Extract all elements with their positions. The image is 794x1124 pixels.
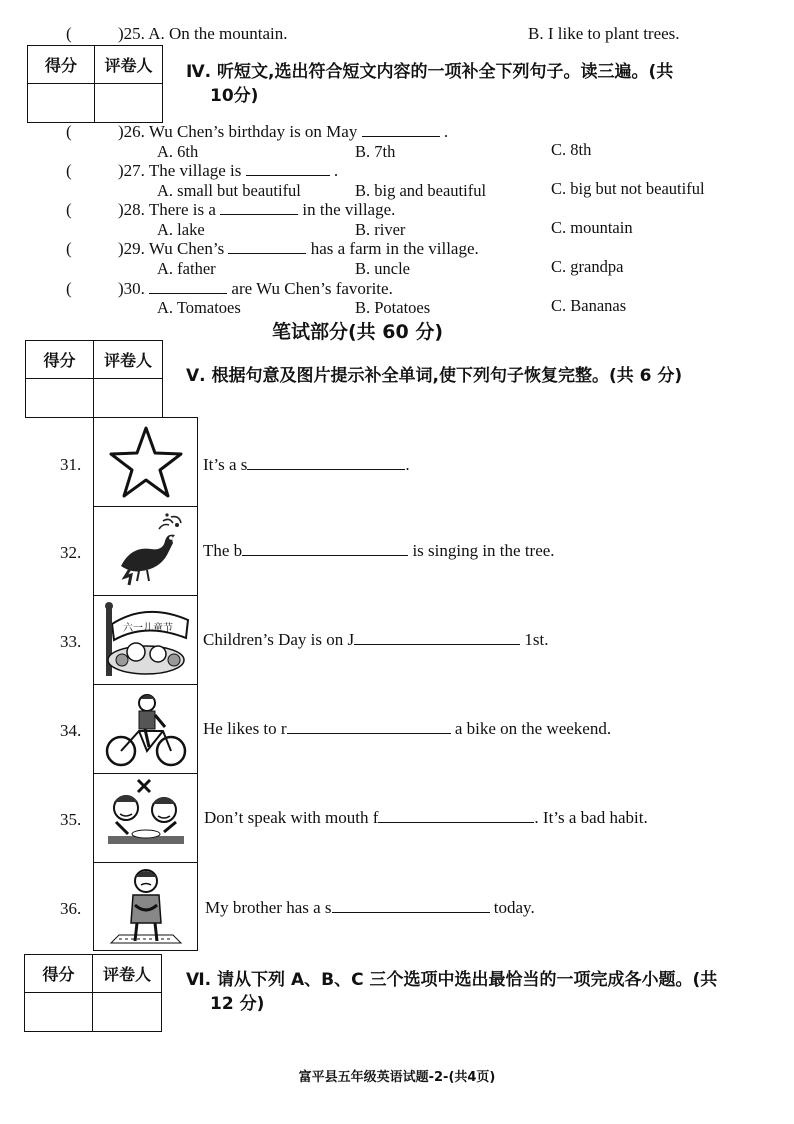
answer-blank[interactable] [149,280,227,294]
picture-sick-boy [93,862,198,951]
score-box-section-5 [25,340,163,418]
grader-label: 评卷人 [95,46,162,84]
item-34-number: 34. [60,721,82,740]
answer-blank[interactable] [287,720,451,734]
answer-blank[interactable] [354,631,520,645]
q27-option-b: B. big and beautiful [355,181,487,200]
score-cell[interactable] [28,84,95,122]
grader-label: 评卷人 [94,341,162,379]
q27-option-c: C. big but not beautiful [551,179,705,198]
bird-icon [101,511,191,591]
score-label: 得分 [25,955,93,993]
q30-option-a: A. Tomatoes [157,298,241,317]
item-36-sentence: My brother has a s today. [205,898,535,917]
score-cell[interactable] [26,379,94,417]
q27-option-a: A. small but beautiful [157,181,301,200]
q28-stem: )28. There is a in the village. [118,200,396,219]
picture-eating [93,773,198,862]
picture-childrens-day [93,595,198,684]
q30-option-c: C. Bananas [551,296,627,315]
score-label: 得分 [26,341,94,379]
grader-cell[interactable] [93,993,161,1031]
q30-paren: ( [66,279,72,298]
written-part-title: 笔试部分(共 60 分) [272,321,444,343]
q29-option-b: B. uncle [355,259,410,278]
picture-bird [93,506,198,595]
eating-kids-icon [98,778,194,858]
q28-option-b: B. river [355,220,406,239]
section-4-heading [186,60,746,108]
item-32-sentence: The b is singing in the tree. [203,541,555,560]
q28-option-c: C. mountain [551,218,633,237]
q27-stem: )27. The village is . [118,161,339,180]
bike-rider-icon [101,689,191,769]
score-label: 得分 [28,46,95,84]
answer-blank[interactable] [242,542,408,556]
score-cell[interactable] [25,993,93,1031]
q29-option-a: A. father [157,259,216,278]
answer-blank[interactable] [362,123,440,137]
q25-option-a: )25. A. On the mountain. [118,24,288,43]
item-33-number: 33. [60,632,82,651]
section-6-title: Ⅵ. 请从下列 A、B、C 三个选项中选出最恰当的一项完成各小题。(共 [186,970,718,990]
q26-paren: ( [66,122,72,141]
item-31-number: 31. [60,455,82,474]
q26-option-a: A. 6th [157,142,199,161]
answer-blank[interactable] [332,899,490,913]
q29-option-c: C. grandpa [551,257,624,276]
q25-paren: ( [66,24,72,43]
item-36-number: 36. [60,899,82,918]
q30-option-b: B. Potatoes [355,298,431,317]
section-4-title: Ⅳ. 听短文,选出符合短文内容的一项补全下列句子。读三遍。(共 [186,62,674,82]
answer-blank[interactable] [246,162,330,176]
score-box-section-4 [27,45,163,123]
score-box-section-6 [24,954,162,1032]
q30-stem: )30. are Wu Chen’s favorite. [118,279,393,298]
section-6-points: 12 分) [210,994,265,1014]
grader-label: 评卷人 [93,955,161,993]
section-6-heading [186,968,766,1016]
q28-option-a: A. lake [157,220,205,239]
picture-star [93,417,198,506]
item-33-sentence: Children’s Day is on J 1st. [203,630,549,649]
childrens-day-icon [96,598,196,682]
star-icon [108,424,184,500]
answer-blank[interactable] [220,201,298,215]
sick-boy-icon [103,865,189,949]
q26-option-b: B. 7th [355,142,396,161]
q29-paren: ( [66,239,72,258]
answer-blank[interactable] [228,240,306,254]
q28-paren: ( [66,200,72,219]
grader-cell[interactable] [95,84,162,122]
section-5-heading: Ⅴ. 根据句意及图片提示补全单词,使下列句子恢复完整。(共 6 分) [186,366,683,386]
item-32-number: 32. [60,543,82,562]
item-34-sentence: He likes to r a bike on the weekend. [203,719,612,738]
q26-stem: )26. Wu Chen’s birthday is on May . [118,122,449,141]
page-footer: 富平县五年级英语试题-2-(共4页) [298,1070,496,1085]
item-31-sentence: It’s a s . [203,455,410,474]
item-35-sentence: Don’t speak with mouth f . It’s a bad habit. [204,808,648,827]
q26-option-c: C. 8th [551,140,592,159]
answer-blank[interactable] [247,456,405,470]
q25-option-b: B. I like to plant trees. [528,24,680,43]
q27-paren: ( [66,161,72,180]
grader-cell[interactable] [94,379,162,417]
picture-bike [93,684,198,773]
childrens-day-banner-text: 六一儿童节 [122,623,173,634]
section-4-points: 10分) [210,86,259,106]
q29-stem: )29. Wu Chen’s has a farm in the village. [118,239,479,258]
item-35-number: 35. [60,810,82,829]
answer-blank[interactable] [378,809,534,823]
